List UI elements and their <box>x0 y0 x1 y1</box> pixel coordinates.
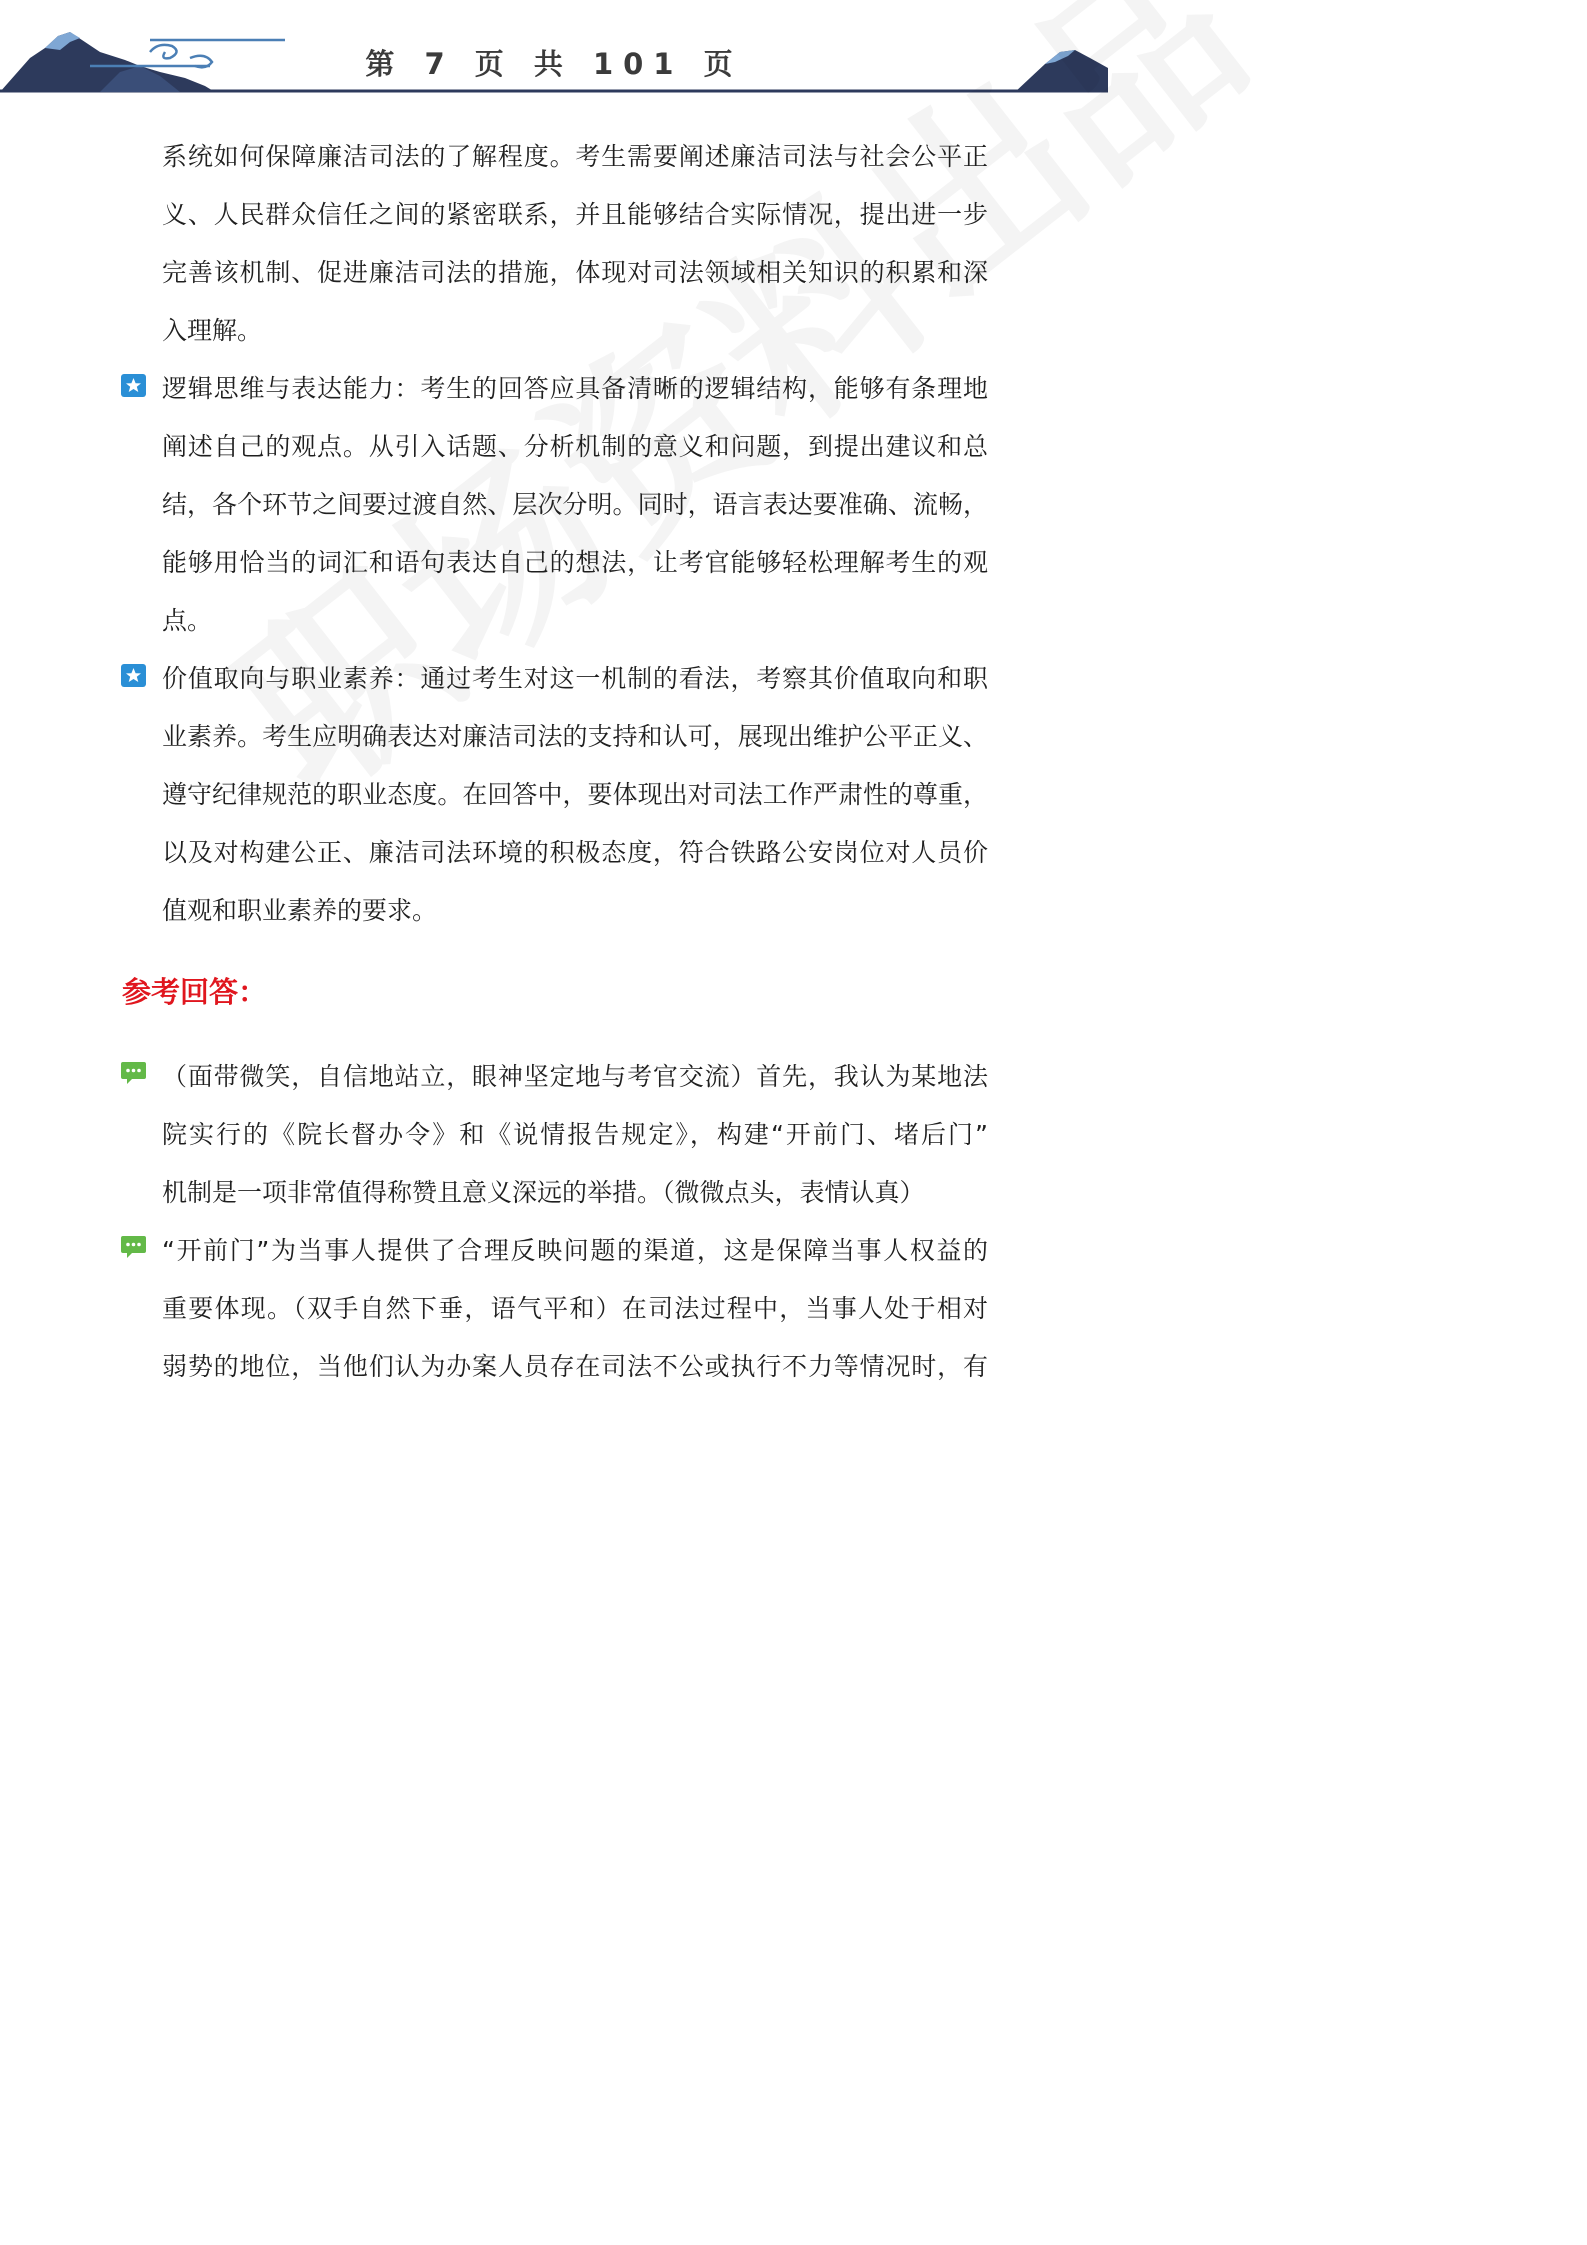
paragraph-line: 系统如何保障廉洁司法的了解程度。考生需要阐述廉洁司法与社会公平正 <box>162 142 988 171</box>
criterion-values-professionalism <box>162 650 988 940</box>
answer-paragraph-2 <box>162 1222 988 1396</box>
paragraph-line: 完善该机制、促进廉洁司法的措施，体现对司法领域相关知识的积累和深 <box>162 258 988 287</box>
paragraph-line: 院实行的《院长督办令》和《说情报告规定》，构建“开前门、堵后门” <box>162 1120 988 1149</box>
paragraph-line: 值观和职业素养的要求。 <box>162 896 438 925</box>
criterion-logic-expression <box>162 360 988 650</box>
speech-bubble-icon <box>121 1062 146 1085</box>
paragraph-line: 机制是一项非常值得称赞且意义深远的举措。（微微点头，表情认真） <box>162 1178 925 1207</box>
answer-paragraph-1 <box>162 1048 988 1222</box>
paragraph-line: 能够用恰当的词汇和语句表达自己的想法，让考官能够轻松理解考生的观 <box>162 548 988 577</box>
speech-bubble-icon <box>121 1236 146 1259</box>
paragraph-line: 重要体现。（双手自然下垂，语气平和）在司法过程中，当事人处于相对 <box>162 1294 988 1323</box>
intro-paragraph <box>162 128 988 360</box>
paragraph-line: 业素养。考生应明确表达对廉洁司法的支持和认可，展现出维护公平正义、 <box>162 722 988 751</box>
paragraph-line: 点。 <box>162 606 213 635</box>
paragraph-line: （面带微笑，自信地站立，眼神坚定地与考官交流）首先，我认为某地法 <box>162 1062 988 1091</box>
paragraph-line: 以及对构建公正、廉洁司法环境的积极态度，符合铁路公安岗位对人员价 <box>162 838 988 867</box>
page-number: 第 7 页 共 101 页 <box>365 47 743 81</box>
paragraph-line: “开前门”为当事人提供了合理反映问题的渠道，这是保障当事人权益的 <box>162 1236 988 1265</box>
paragraph-line: 结，各个环节之间要过渡自然、层次分明。同时，语言表达要准确、流畅， <box>162 490 988 519</box>
paragraph-line: 义、人民群众信任之间的紧密联系，并且能够结合实际情况，提出进一步 <box>162 200 988 229</box>
page-header <box>0 0 1108 100</box>
paragraph-line: 遵守纪律规范的职业态度。在回答中，要体现出对司法工作严肃性的尊重， <box>162 780 988 809</box>
star-icon <box>121 664 146 687</box>
paragraph-line: 弱势的地位，当他们认为办案人员存在司法不公或执行不力等情况时，有 <box>162 1352 988 1381</box>
paragraph-line: 入理解。 <box>162 316 263 345</box>
star-icon <box>121 374 146 397</box>
paragraph-line: 阐述自己的观点。从引入话题、分析机制的意义和问题，到提出建议和总 <box>162 432 988 461</box>
section-title-reference-answer: 参考回答： <box>122 975 268 1009</box>
paragraph-line: 价值取向与职业素养：通过考生对这一机制的看法，考察其价值取向和职 <box>162 664 988 693</box>
paragraph-line: 逻辑思维与表达能力：考生的回答应具备清晰的逻辑结构，能够有条理地 <box>162 374 988 403</box>
